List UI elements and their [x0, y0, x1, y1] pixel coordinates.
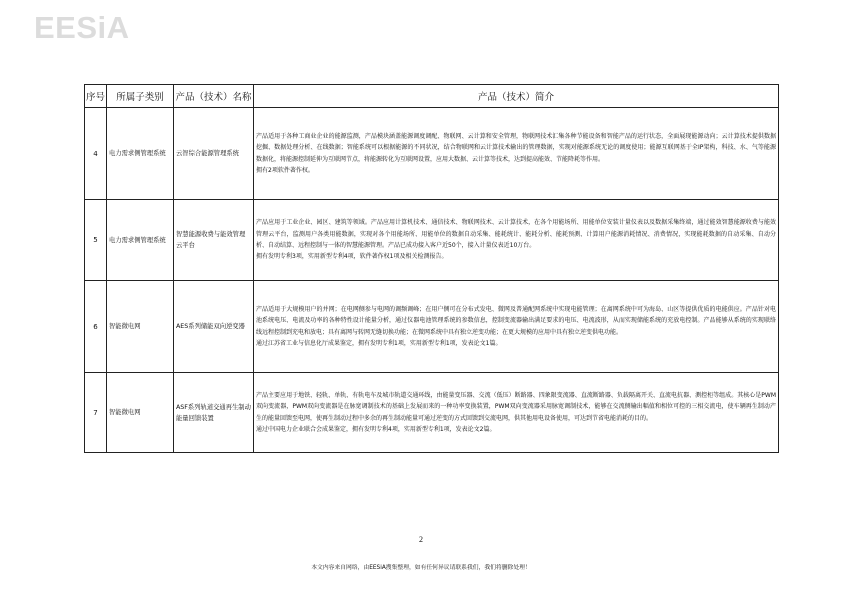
- row-category: 电力需求侧管理系统: [107, 108, 174, 200]
- description-credentials: 拥有发明专利3项，实用新型专利4项，软件著作权1项及相关检测报告。: [256, 253, 448, 261]
- table-row: [85, 108, 779, 200]
- description-credentials: 拥有2项软件著作权。: [256, 166, 314, 174]
- description-text: 产品主要应用于地铁、轻轨、单轨、有轨电车及城市轨道交通环线，由能量变压器、交流（低压）断路器、四象限变流器、直流断路器、负载隔离开关、直流电抗器、测控柜等组成。其核心是PWM双向变流器，PWM双向变流器是在脉宽调制技术的基础上发展而来的一种功率变换装置，PWM双向变流器采用脉宽调制技术，能够在交流侧输出幅值和相位可控的三相交流电，使车辆再生制动产生的能量回馈至电网，使再生制动过程中多余的再生制动能量可通过逆变的方式回馈到交流电网，供其他用电设备使用，可达到节省电能消耗的目的。: [256, 391, 776, 422]
- row-product-name: AES系列储能双向逆变器: [174, 281, 254, 373]
- header-category: 所属子类别: [107, 85, 174, 108]
- row-product-name: 云智综合能源管理系统: [174, 108, 254, 200]
- header-no: 序号: [85, 85, 107, 108]
- table-row: [85, 200, 779, 281]
- row-number: 6: [85, 281, 107, 373]
- description-text: 产品适用于各种工商业企业的能源监测，产品模块涵盖能源调度调配、物联网、云计算和安全管理，物联网技术汇集各种节能设备和智能产品的运行状态，全面展现能源动向；云计算技术提供数据挖掘、数据处理分析、在线数据；智能系统可以根据能源的不同状况，结合物联网和云计算技术输出的管理数据，实现对能源系统无论的调度使用；能源互联网基于全IP架构，科技、水、气等能源数据化，将能源控制延伸为互联网节点，将能源转化为互联网设置，应用大数据、云计算等技术，达到提高能效、节能降耗等作用。: [256, 132, 776, 163]
- page-number: 2: [419, 535, 423, 544]
- description-credentials: 通过江苏省工业与信息化厅成果鉴定，拥有发明专利1项，实用新型专利1项，发表论文1篇。: [256, 339, 502, 347]
- product-table: [84, 84, 779, 453]
- table-row: [85, 373, 779, 453]
- row-description: [254, 373, 779, 453]
- table-row: [85, 281, 779, 373]
- row-number: 7: [85, 373, 107, 453]
- header-product-intro: 产品（技术）简介: [254, 85, 779, 108]
- row-number: 5: [85, 200, 107, 281]
- row-category: 电力需求侧管理系统: [107, 200, 174, 281]
- row-number: 4: [85, 108, 107, 200]
- row-product-name: 智慧能源收费与能效管理云平台: [174, 200, 254, 281]
- header-product-name: 产品（技术）名称: [174, 85, 254, 108]
- row-product-name: ASF系列轨道交通再生制动能量回馈装置: [174, 373, 254, 453]
- description-credentials: 通过中国电力企业联合会成果鉴定，拥有发明专利4项，实用新型专利1项，发表论文2篇。: [256, 425, 496, 433]
- table-header-row: [85, 85, 779, 108]
- description-text: 产品应用于工业企业、园区、建筑等领域。产品应用计算机技术、通信技术、物联网技术、云计算技术，在各个用能场所、用能单位安装计量仪表以及数据采集终端，通过能效智慧能源收费与能效管理云平台，监测用户各类用能数据，实现对各个用能场所、用能单位的数据自动采集、能耗统计、能耗分析、能耗预测、计算用户能源消耗情况、消费情况，实现能耗数据的自动采集、自动分析、自动结算、远程控制与一体的智慧能源管理。产品已成功接入客户近50个，接入计量仪表近10万台。: [256, 219, 776, 249]
- eesia-logo: EESiA: [34, 10, 130, 45]
- row-description: [254, 281, 779, 373]
- row-category: 智能微电网: [107, 281, 174, 373]
- row-category: 智能微电网: [107, 373, 174, 453]
- row-description: [254, 200, 779, 281]
- row-description: [254, 108, 779, 200]
- footer-disclaimer: 本文内容来自网络，由EESiA搜集整理，如有任何异议请联系我们，我们将删除处理！: [311, 565, 531, 571]
- description-text: 产品适用于大规模用户的并网；在电网侧参与电网的调频调峰；在用户侧可在分布式发电、微网及普通配网系统中实现电能管理；在离网系统中可为海岛、山区等提供优质的电能供应。产品针对电池系统电压、电流及功率的各种特性设计能量分析，通过仪器电池管理系统的参数信息，控制变流器输出满足要求的电压、电流波形，从而实现储能系统的充放电控制。产品能够从系统的实现联络线远程控制到充电和放电；具有离网与转网无缝切换功能；在微网系统中具有独立逆变功能；在更大规模的应用中具有独立逆变供电功能。: [256, 305, 776, 336]
